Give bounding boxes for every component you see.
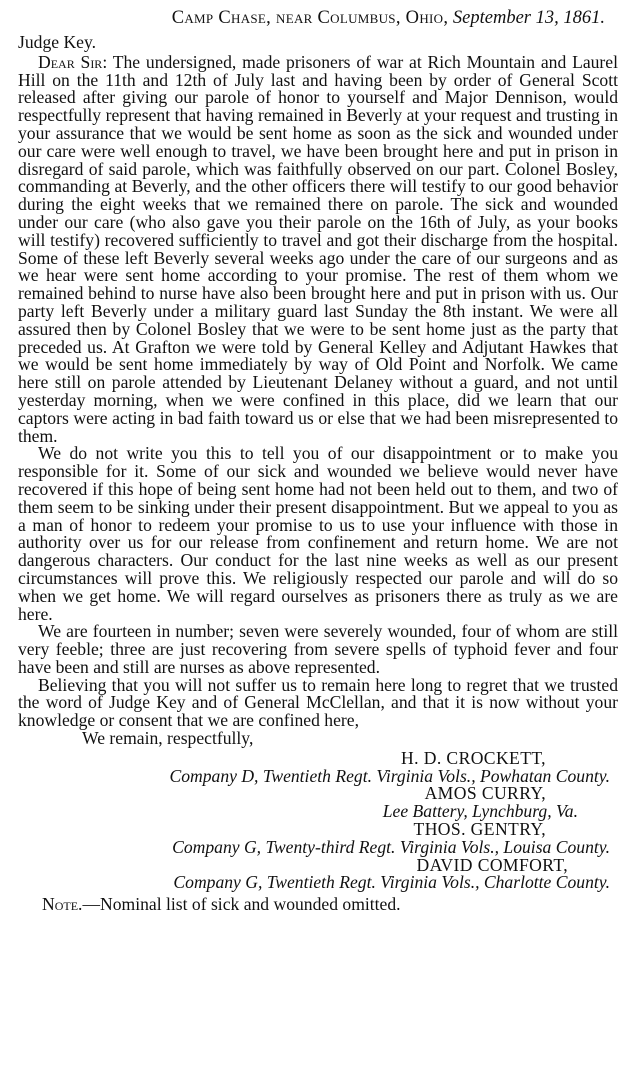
salutation: Dear Sir: <box>38 51 108 72</box>
signature-unit: Company G, Twentieth Regt. Virginia Vols., Charlotte County. <box>173 872 610 893</box>
signature-unit: Company G, Twenty-third Regt. Virginia Vols., Louisa County. <box>172 836 610 857</box>
paragraph-3: We are fourteen in number; seven were severely wounded, four of whom are still very feeble; three are just recovering from severe spells of typhoid fever and four have been and still are nurses as above represented. <box>18 621 618 677</box>
dateline-place: Camp Chase, near Columbus, Ohio, <box>171 8 449 28</box>
addressee-text: Judge Key. <box>18 32 97 52</box>
dateline <box>172 8 605 29</box>
addressee <box>18 34 618 52</box>
closing: We remain, respectfully, <box>82 728 254 749</box>
signature-unit: Company D, Twentieth Regt. Virginia Vols., Powhatan County. <box>169 765 610 786</box>
paragraph-4: Believing that you will not suffer us to remain here long to regret that we trusted the word of Judge Key and of General McClellan, and that it is now without your knowledge or consent that we are confined here, <box>18 674 618 731</box>
note-text: —Nominal list of sick and wounded omitted. <box>82 894 401 915</box>
signature-name: H. D. CROCKETT, <box>401 747 546 768</box>
letter-body <box>18 34 618 914</box>
signature-name: DAVID COMFORT, <box>416 854 568 875</box>
paragraph-1-text: The undersigned, made prisoners of war at Rich Mountain and Laurel Hill on the 11th and 12th of July last and having been by order of General Scott released after giving our parole of honor to yourself and Major Dennison, would respectfully represent that having remained in Beverly at your request and trusting in your assurance that we would be sent home as soon as the sick and wounded under our care were well enough to travel, we have been brought here and put in prison in disregard of said parole, which was faithfully observed on our part. Colonel Bosley, commanding at Beverly, and the other officers there will testify to our good behavior during the eight weeks that we remained there on parole. The sick and wounded under our care (who also gave you their parole on the 16th of July, as your books will testify) recovered sufficiently to travel and got their discharge from the hospital. Some of these left Beverly several weeks ago under the care of our surgeons and as we hear were sent home according to your promise. The rest of them whom we remained behind to nurse have also been brought here and put in prison with us. Our party left Beverly under a military guard last Sunday the 8th instant. We were all assured then by Colonel Bosley that we were to be sent home just as the party that preceded us. At Grafton we were told by General Kelley and Adjutant Hawkes that we would be sent home immediately by way of Old Point and Norfolk. We came here still on parole attended by Lieutenant Delaney without a guard, and not until yesterday morning, when we were confined in this place, did we learn that our captors were acting in bad faith toward us or else that we had been misrepresented to them. <box>18 51 618 446</box>
paragraph-1 <box>18 51 618 446</box>
note-label: Note. <box>42 894 83 915</box>
footnote <box>18 896 618 914</box>
dateline-date: September 13, 1861. <box>452 8 605 28</box>
signature-name: AMOS CURRY, <box>424 783 546 804</box>
signature-unit: Lee Battery, Lynchburg, Va. <box>382 801 578 822</box>
paragraph-2: We do not write you this to tell you of our disappointment or to make you responsible for it. Some of our sick and wounded we believe would never have recovered if this hope of being sent home had not been held out to them, and two of them seem to be sinking under their present disappointment. But we appeal to you as a man of honor to redeem your promise to us to use your influence with those in authority over us for our release from confinement and return home. We are not dangerous characters. Our conduct for the last nine weeks as well as our present circumstances will prove this. We religiously respected our parole and will do so when we get home. We will regard ourselves as prisoners there as truly as we are here. <box>18 443 618 624</box>
signature-name: THOS. GENTRY, <box>413 819 546 840</box>
signature-block <box>18 747 618 893</box>
